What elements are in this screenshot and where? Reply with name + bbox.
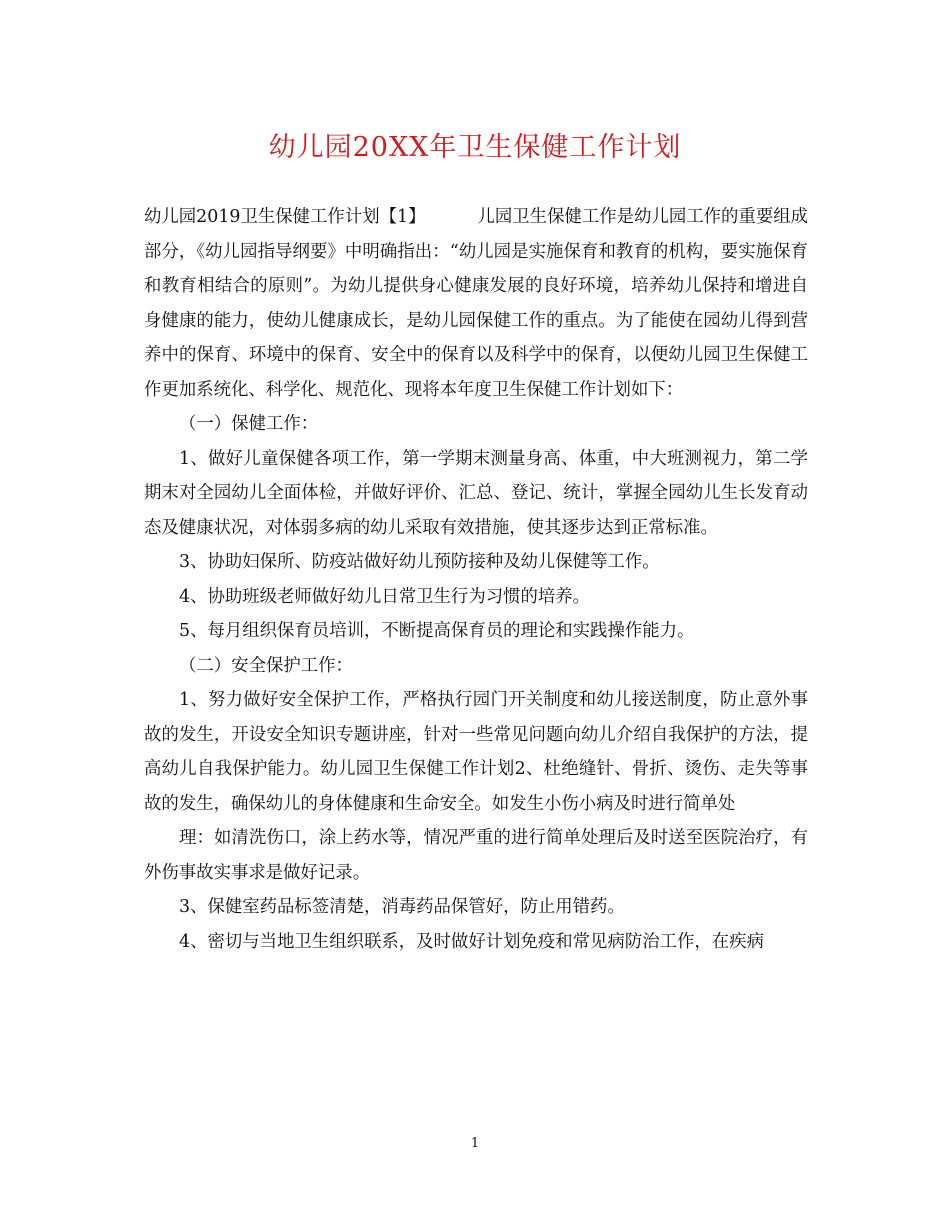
page-number: 1 — [470, 1136, 480, 1151]
paragraph-health-5: 5、每月组织保育员培训，不断提高保育员的理论和实践操作能力。 — [179, 621, 695, 641]
section-heading-safety: （二）安全保护工作： — [179, 655, 353, 676]
intro-heading: 幼儿园2019卫生保健工作计划【1】 — [144, 207, 426, 227]
document-body — [144, 200, 808, 959]
paragraph-safety-3: 3、保健室药品标签清楚，消毒药品保管好，防止用错药。 — [179, 897, 625, 917]
document-title: 幼儿园20XX年卫生保健工作计划 — [268, 132, 682, 163]
paragraph-safety-4: 4、密切与当地卫生组织联系，及时做好计划免疫和常见病防治工作，在疾病 — [179, 931, 764, 952]
section-heading-health: （一）保健工作： — [179, 414, 319, 434]
paragraph-health-3: 3、协助妇保所、防疫站做好幼儿预防接种及幼儿保健等工作。 — [179, 552, 660, 572]
paragraph-safety-treatment: 理：如清洗伤口，涂上药水等，情况严重的进行简单处理后及时送至医院治疗，有外伤事故实事求是做好记录。 — [144, 828, 808, 883]
paragraph-safety-1: 1、努力做好安全保护工作，严格执行园门开关制度和幼儿接送制度，防止意外事故的发生，开设安全知识专题讲座，针对一些常见问题向幼儿介绍自我保护的方法，提高幼儿自我保护能力。幼儿园卫生保健工作计划2、杜绝缝针、骨折、烫伤、走失等事故的发生，确保幼儿的身体健康和生命安全。如发生小伤小病及时进行简单处 — [144, 690, 808, 814]
paragraph-health-1: 1、做好儿童保健各项工作，第一学期末测量身高、体重，中大班测视力，第二学期末对全园幼儿全面体检，并做好评价、汇总、登记、统计，掌握全园幼儿生长发育动态及健康状况，对体弱多病的幼儿采取有效措施，使其逐步达到正常标准。 — [144, 448, 808, 538]
intro-body: 儿园卫生保健工作是幼儿园工作的重要组成部分，《幼儿园指导纲要》中明确指出：“幼儿园是实施保育和教育的机构，要实施保育和教育相结合的原则”。为幼儿提供身心健康发展的良好环境，培养幼儿保持和增进自身健康的能力，使幼儿健康成长，是幼儿园保健工作的重点。为了能使在园幼儿得到营养中的保育、环境中的保育、安全中的保育以及科学中的保育，以便幼儿园卫生保健工作更加系统化、科学化、规范化、现将本年度卫生保健工作计划如下： — [144, 207, 808, 400]
intro-paragraph — [144, 200, 808, 407]
paragraph-health-4: 4、协助班级老师做好幼儿日常卫生行为习惯的培养。 — [179, 586, 591, 607]
